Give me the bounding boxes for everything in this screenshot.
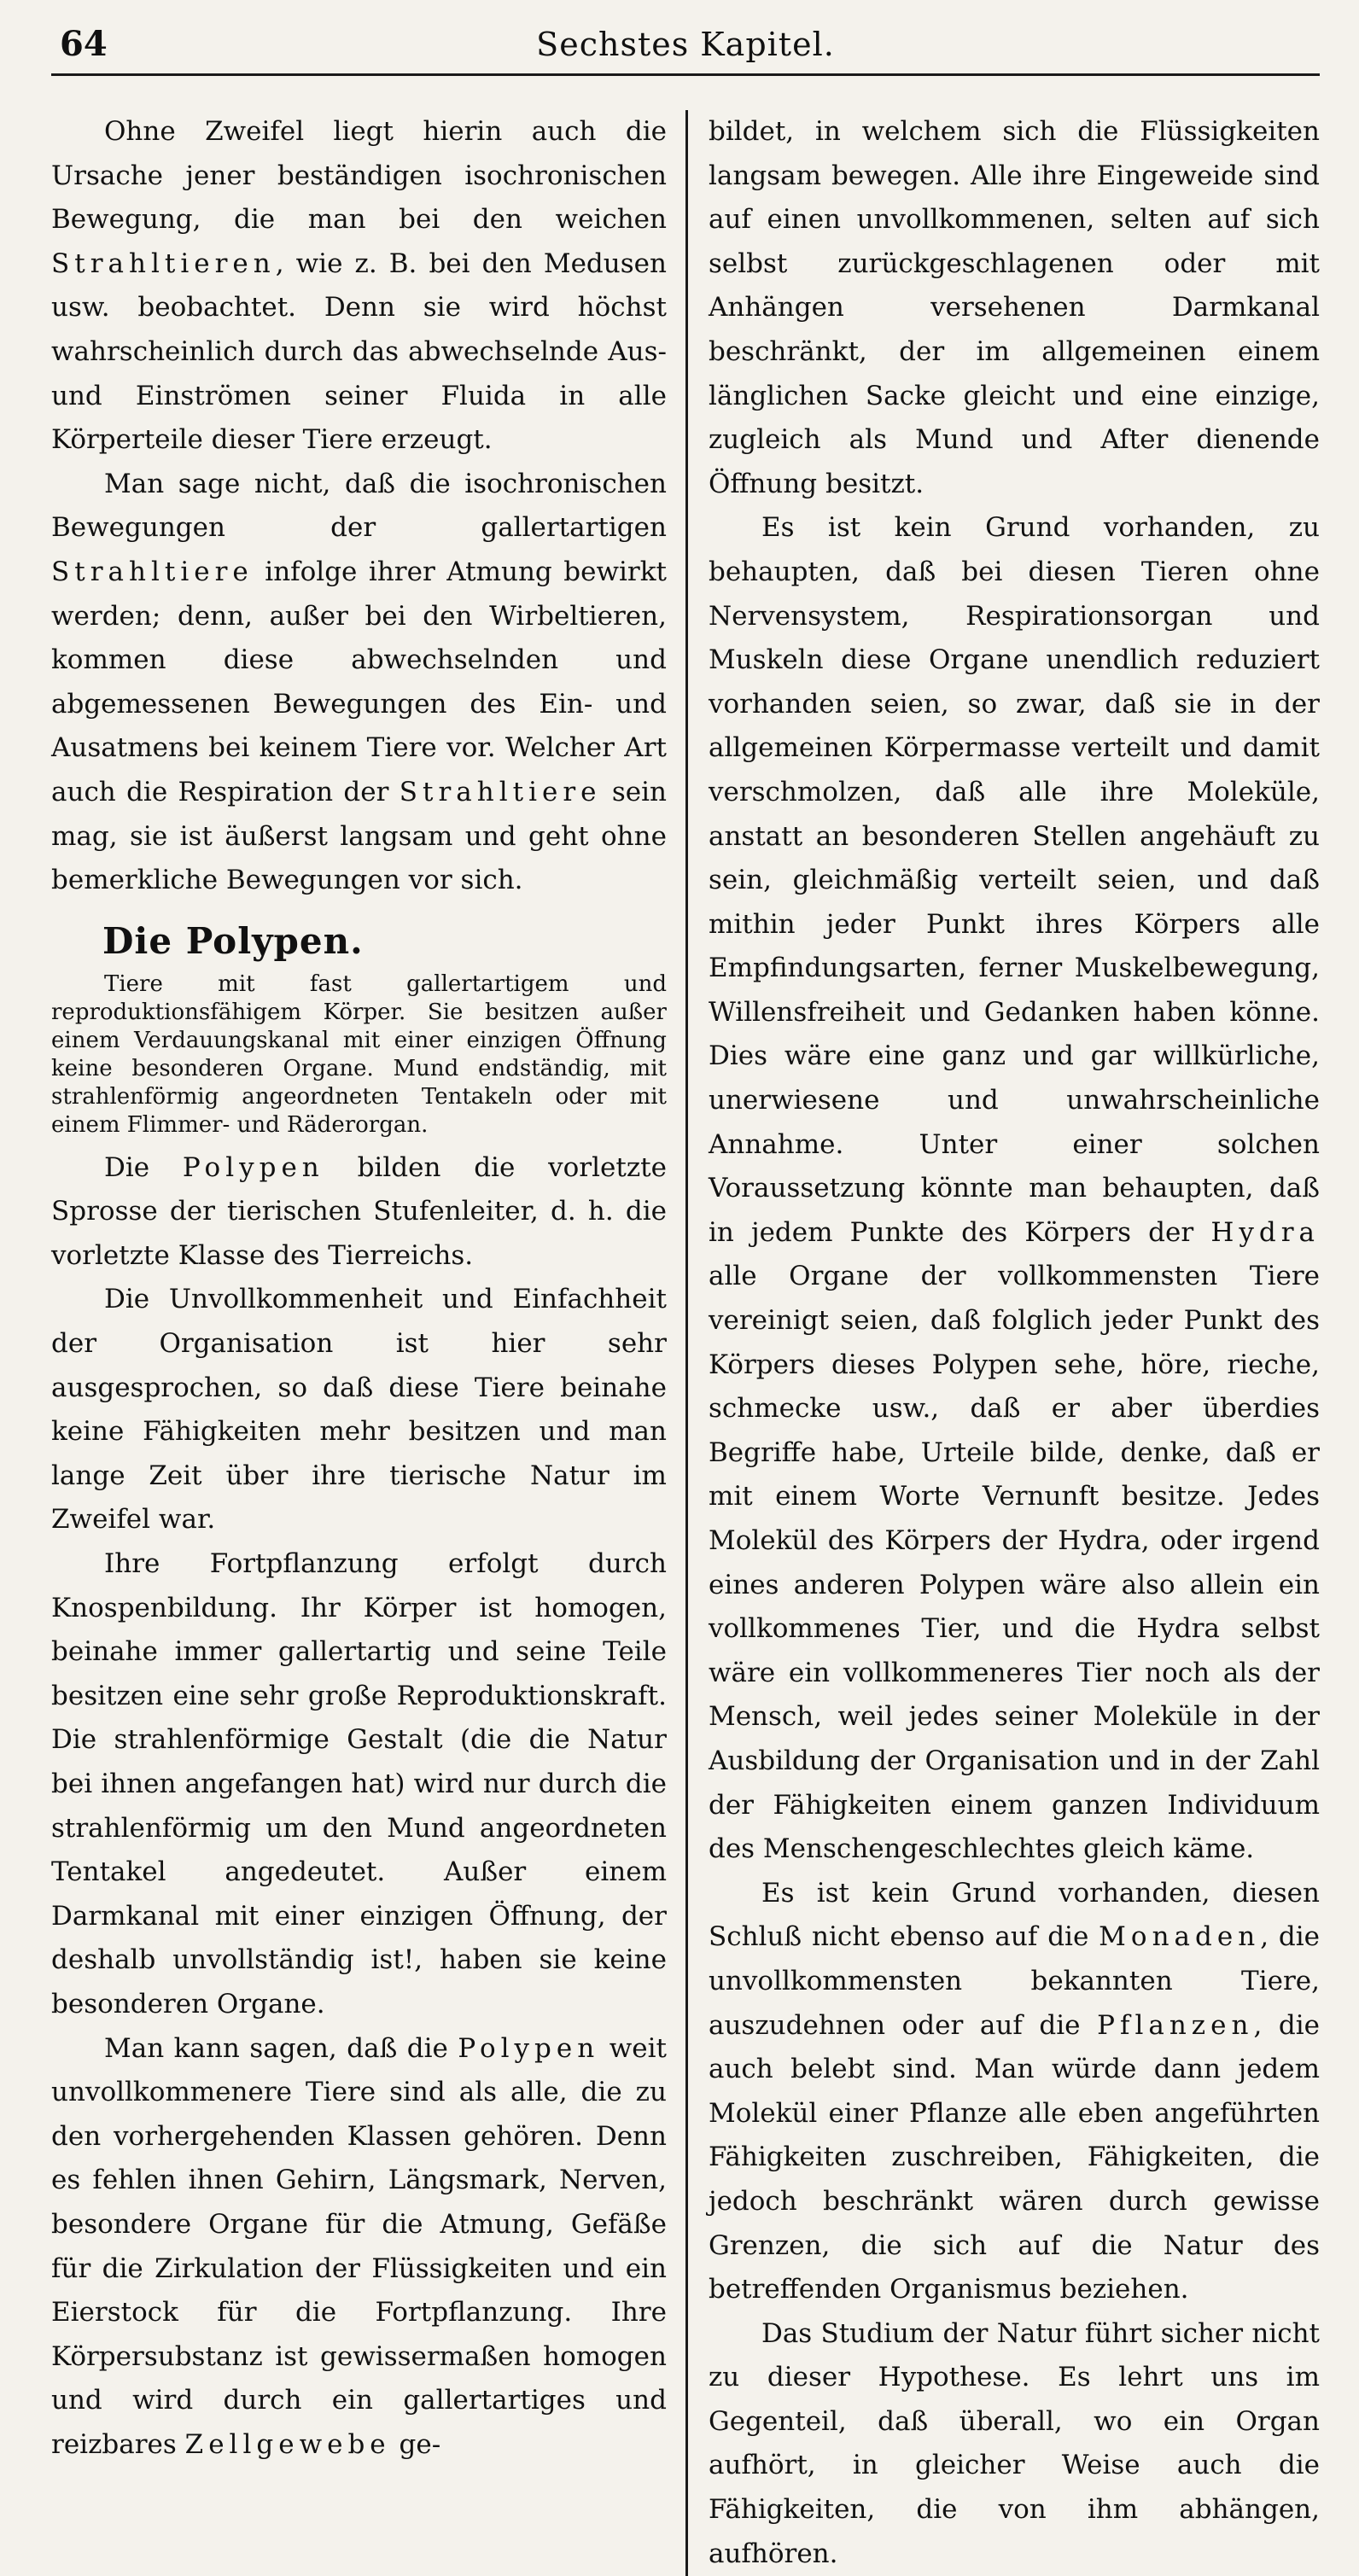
paragraph: Das Studium der Natur führt sicher nicht zu dieser Hypothese. Es lehrt uns im Gegenteil, daß überall, wo ein Organ aufhört, in gleicher Weise auch die Fähigkeiten, die von ihm abhängen, aufhören. <box>708 2317 1320 2569</box>
running-head: Sechstes Kapitel. <box>536 26 835 63</box>
text-run: Ohne Zweifel liegt hierin auch die Ursache jener beständigen isochronischen Bewegung, die man bei den weichen <box>51 116 667 236</box>
text-run: ge- <box>399 2428 441 2460</box>
text-columns <box>51 110 1320 2576</box>
page-header <box>51 22 1320 76</box>
text-run: Man kann sagen, daß die <box>104 2032 448 2064</box>
text-run: Die <box>104 1151 150 1183</box>
left-column <box>51 110 685 2576</box>
text-run: bilden die vorletzte Sprosse der tierischen Stufenleiter, d. h. die vorletzte Klasse des Tierreichs. <box>51 1151 667 1271</box>
paragraph: Die Unvollkommenheit und Einfachheit der Organisation ist hier sehr ausgesprochen, so daß diese Tiere beinahe keine Fähigkeiten mehr besitzen und man lange Zeit über ihre tierische Natur im Zweifel war. <box>51 1284 667 1536</box>
spaced-term: Strahltiere <box>399 776 602 807</box>
text-run: , wie z. B. bei den Medusen usw. beobachtet. Denn sie wird höchst wahrscheinlich durch das abwechselnde Aus- und Einströmen seiner Fluida in alle Körperteile dieser Tiere erzeugt. <box>51 248 667 456</box>
text-run: , die unvollkommensten bekannten Tiere, auszudehnen oder auf die <box>708 1921 1320 2041</box>
paragraph: Ihre Fortpflanzung erfolgt durch Knospenbildung. Ihr Körper ist homogen, beinahe immer gallertartig und seine Teile besitzen eine sehr große Reproduktionskraft. Die strahlenförmige Gestalt (die die Natur bei ihnen angefangen hat) wird nur durch die strahlenförmig um den Mund angeordneten Tentakel angedeutet. Außer einem Darmkanal mit einer einzigen Öffnung, der deshalb unvollständig ist!, haben sie keine besonderen Organe. <box>51 1548 667 2019</box>
section-heading: Die Polypen. <box>102 919 364 962</box>
paragraph <box>709 506 1320 1871</box>
text-run: alle Organe der vollkommensten Tiere vereinigt seien, daß folglich jeder Punkt des Körpers dieses Polypen sehe, höre, rieche, schmecke usw., daß er aber überdies Begriffe habe, Urteile bilde, denke, daß er mit einem Worte Vernunft besitze. Jedes Molekül des Körpers der Hydra, oder irgend eines anderen Polypen wäre also allein ein vollkommenes Tier, und die Hydra selbst wäre ein vollkommeneres Tier noch als der Mensch, weil jedes seiner Moleküle in der Ausbildung der Organisation und in der Zahl der Fähigkeiten einem ganzen Individuum des Menschengeschlechtes gleich käme. <box>708 1261 1320 1865</box>
text-run: Es ist kein Grund vorhanden, diesen Schluß nicht ebenso auf die <box>708 1877 1320 1953</box>
spaced-term: Polypen <box>458 2032 600 2064</box>
paragraph <box>51 2027 667 2468</box>
section-summary: Tiere mit fast gallertartigem und reproduktionsfähigem Körper. Sie besitzen außer einem Verdauungskanal mit einer einzigen Öffnung keine besonderen Organe. Mund endständig, mit strahlenförmig angeordneten Tentakeln oder mit einem Flimmer- und Räderorgan. <box>51 970 667 1138</box>
paragraph <box>709 1872 1320 2312</box>
paragraph <box>51 1146 667 1279</box>
paragraph <box>51 110 667 463</box>
spaced-term: Monaden <box>1099 1921 1261 1953</box>
paragraph: bildet, in welchem sich die Flüssigkeiten langsam bewegen. Alle ihre Eingeweide sind auf einen unvollkommenen, selten auf sich selbst zurückgeschlagenen oder mit Anhängen versehenen Darmkanal beschränkt, der im allgemeinen einem länglichen Sacke gleicht und eine einzige, zugleich als Mund und After dienende Öffnung besitzt. <box>708 116 1320 499</box>
text-run: weit unvollkommenere Tiere sind als alle, die zu den vorhergehenden Klassen gehören. Denn es fehlen ihnen Gehirn, Längsmark, Nerven, besondere Organe für die Atmung, Gefäße für die Zirkulation der Flüssigkeiten und ein Eierstock für die Fortpflanzung. Ihre Körpersubstanz ist gewissermaßen homogen und wird durch ein gallertartiges und reizbares <box>51 2032 667 2460</box>
text-run: sein mag, sie ist äußerst langsam und geht ohne bemerkliche Bewegungen vor sich. <box>51 776 667 896</box>
paragraph <box>51 463 667 903</box>
text-run: Man sage nicht, daß die isochronischen Bewegungen der gallertartigen <box>51 468 667 544</box>
spaced-term: Zellgewebe <box>184 2428 391 2460</box>
spaced-term: Strahltiere <box>51 556 254 587</box>
spaced-term: Strahltieren <box>51 248 276 279</box>
text-run: Es ist kein Grund vorhanden, zu behaupten, daß bei diesen Tieren ohne Nervensystem, Respirationsorgan und Muskeln diese Organe unendlich reduziert vorhanden seien, so zwar, daß sie in der allgemeinen Körpermasse verteilt und damit verschmolzen, daß alle ihre Moleküle, anstatt an besonderen Stellen angehäuft zu sein, gleichmäßig verteilt seien, und daß mithin jeder Punkt ihres Körpers alle Empfindungsarten, ferner Muskelbewegung, Willensfreiheit und Gedanken haben könne. Dies wäre eine ganz und gar willkürliche, unerwiesene und unwahrscheinliche Annahme. Unter einer solchen Voraussetzung könnte man behaupten, daß in jedem Punkte des Körpers der <box>708 512 1320 1248</box>
spaced-term: Polypen <box>182 1151 324 1183</box>
spaced-term: Hydra <box>1210 1216 1321 1248</box>
text-run: , die auch belebt sind. Man würde dann jedem Molekül einer Pflanze alle eben angeführten Fähigkeiten zuschreiben, Fähigkeiten, die jedoch beschränkt wären durch gewisse Grenzen, die sich auf die Natur des betreffenden Organismus beziehen. <box>708 2009 1320 2305</box>
spaced-term: Pflanzen <box>1097 2009 1254 2041</box>
right-column <box>685 110 1320 2576</box>
text-run: infolge ihrer Atmung bewirkt werden; denn, außer bei den Wirbeltieren, kommen diese abwechselnden und abgemessenen Bewegungen des Ein- und Ausatmens bei keinem Tiere vor. Welcher Art auch die Respiration der <box>51 556 667 807</box>
page-number: 64 <box>60 24 108 64</box>
